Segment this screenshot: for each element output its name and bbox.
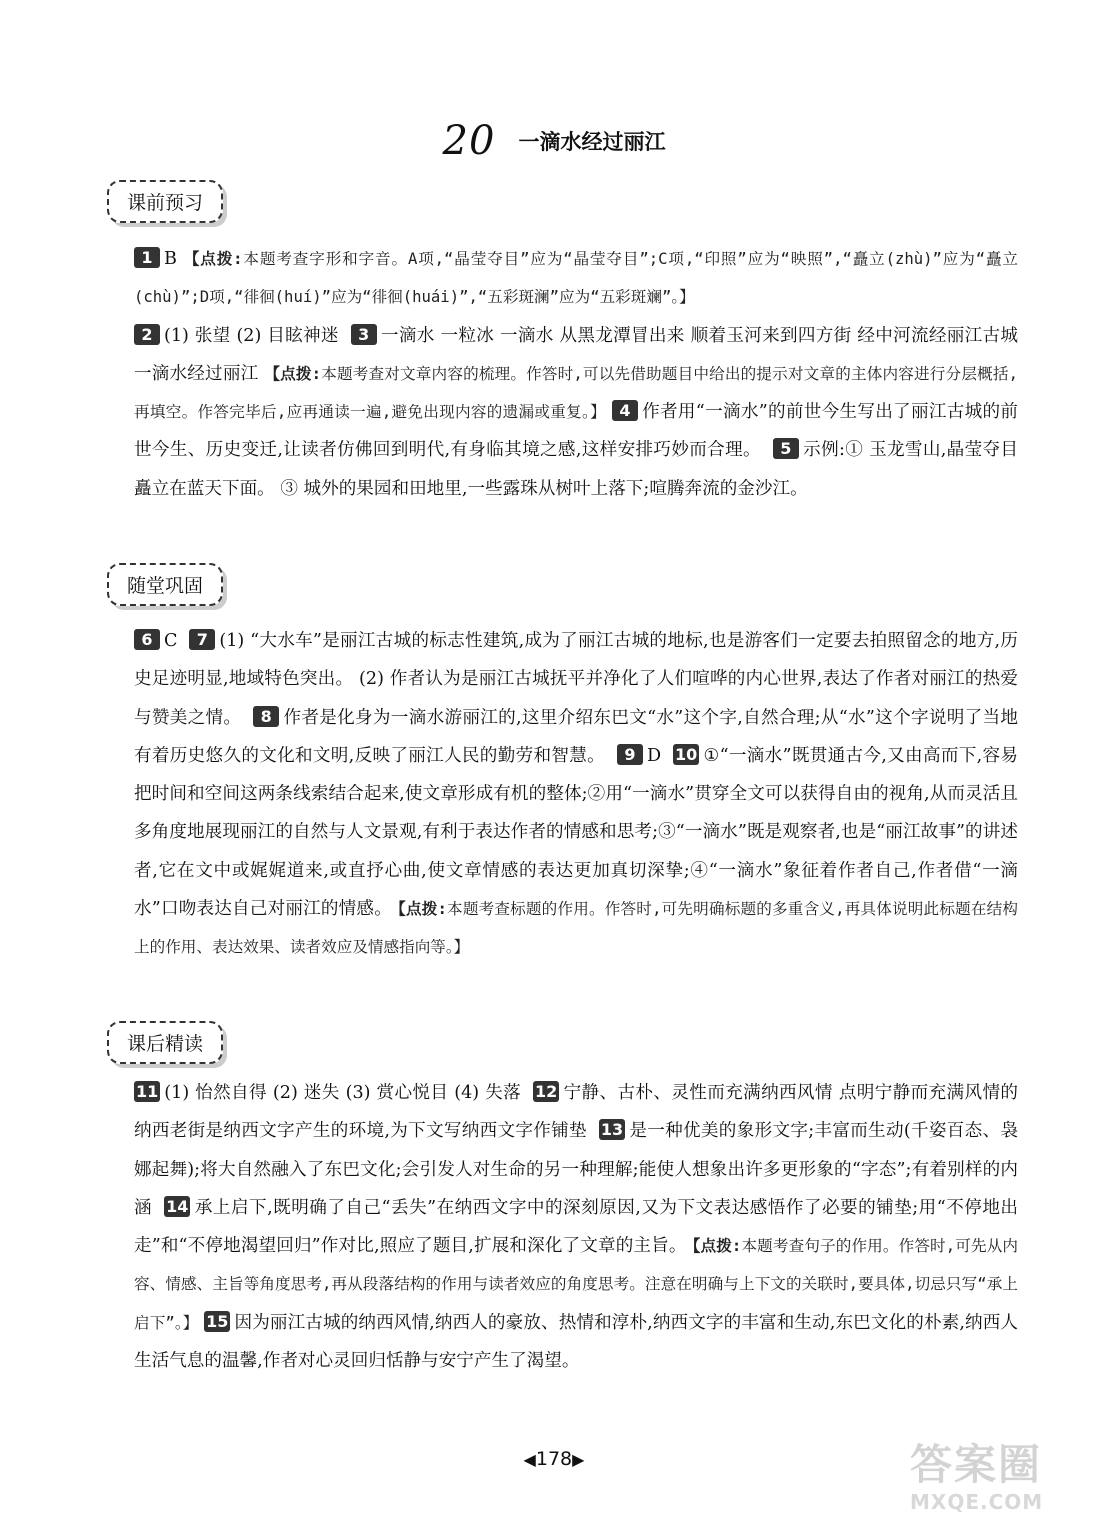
watermark-en: MXQE.COM <box>910 1490 1044 1514</box>
hint-label: 【点拨: <box>397 900 447 919</box>
question-number: 13 <box>600 1120 624 1140</box>
question-number: 14 <box>166 1196 189 1216</box>
section-tag-reading: 课后精读 <box>107 1021 223 1064</box>
answer-text: (1) 张望 (2) 目眩神迷 <box>164 325 339 346</box>
section-tag-practice: 随堂巩固 <box>107 563 223 606</box>
question-number: 5 <box>773 438 799 459</box>
answer-text: B <box>164 249 177 269</box>
answer-text: D <box>646 745 662 766</box>
answer-block-practice <box>134 622 1018 967</box>
hint-text <box>134 250 1018 306</box>
answer-text: (1) “大水车”是丽江古城的标志性建筑,成为了丽江古城的地标,也是游客们一定要去拍照留念的地方,历史足迹明显,地域特色突出。 (2) 作者认为是丽江古城抚平并净化了人们喧哗的内心世界,表达了作者对丽江的热爱与赞美之情。 <box>134 631 1018 728</box>
answer-text: 是一种优美的象形文字;丰富而生动(千姿百态、袅娜起舞);将大自然融入了东巴文化;会引发人对生命的另一种理解;能使人想象出许多更形象的“字态”;有着别样的内涵 <box>134 1121 1019 1218</box>
question-number: 7 <box>189 629 215 650</box>
question-number: 6 <box>134 629 160 650</box>
left-arrow-icon: ◀ <box>523 1450 536 1469</box>
answer-block-preview <box>134 240 1018 508</box>
hint-body: 本题考查对文章内容的梳理。作答时,可以先借助题目中给出的提示对文章的主体内容进行分层概括,再填空。作答完毕后,应再通读一遍,避免出现内容的遗漏或重复。】 <box>134 364 1019 422</box>
question-number: 15 <box>206 1311 229 1331</box>
page-number-text: 178 <box>535 1448 573 1470</box>
answer-text: 作者用“一滴水”的前世今生写出了丽江古城的前世今生、历史变迁,让读者仿佛回到明代,有身临其境之感,这样安排巧妙而合理。 <box>134 402 1019 461</box>
chapter-name: 一滴水经过丽江 <box>518 130 666 154</box>
watermark <box>910 1440 1090 1526</box>
answer-block-reading <box>134 1074 1018 1380</box>
answer-text: 示例:① 玉龙雪山,晶莹夺目矗立在蓝天下面。 ③ 城外的果园和田地里,一些露珠从树叶上落下;喧腾奔流的金沙江。 <box>134 440 1019 499</box>
hint-label: 【点拨: <box>264 364 322 383</box>
chapter-number: 20 <box>442 118 496 164</box>
right-arrow-icon: ▶ <box>572 1450 585 1469</box>
answer-text: C <box>164 631 178 651</box>
question-number: 12 <box>534 1082 558 1101</box>
question-number: 4 <box>612 400 638 421</box>
chapter-title <box>0 118 1108 164</box>
question-number: 1 <box>134 247 160 268</box>
question-number: 3 <box>351 324 377 345</box>
answer-text: 承上启下,既明确了自己“丢失”在纳西文字中的深刻原因,又为下文表达感悟作了必要的铺垫;用“不停地出走”和“不停地渴望回归”作对比,照应了题目,扩展和深化了文章的主旨。 <box>134 1197 1018 1257</box>
question-number: 8 <box>253 706 279 727</box>
section-tag-preview: 课前预习 <box>107 180 223 223</box>
question-number: 11 <box>136 1082 159 1101</box>
question-number: 9 <box>617 744 643 765</box>
answer-text: ①“一滴水”既贯通古今,又由高而下,容易把时间和空间这两条线索结合起来,使文章形成有机的整体;②用“一滴水”贯穿全文可以获得自由的视角,从而灵活且多角度地展现丽江的自然与人文景观,有利于表达作者的情感和思考;③“一滴水”既是观察者,也是“丽江故事”的讲述者,它在文中或娓娓道来,或直抒心曲,使文章情感的表达更加真切深挚;④“一滴水”象征着作者自己,作者借“一滴水”口吻表达自己对丽江的情感。 <box>134 745 1018 920</box>
hint-body: 本题考查标题的作用。作答时,可先明确标题的多重含义,再具体说明此标题在结构上的作用、表达效果、读者效应及情感指向等。】 <box>134 900 1018 957</box>
hint-body: 本题考查句子的作用。作答时,可先从内容、情感、主旨等角度思考,再从段落结构的作用与读者效应的角度思考。注意在明确与上下文的关联时,要具体,切忌只写“承上启下”。】 <box>134 1237 1019 1332</box>
hint-body: 本题考查字形和字音。A项,“晶莹夺目”应为“晶莹夺目”;C项,“印照”应为“映照”,“矗立(zhù)”应为“矗立(chù)”;D项,“徘徊(huí)”应为“徘徊(huái)”,“五彩斑澜”应为“五彩斑斓”。】 <box>134 250 1019 307</box>
answer-text: 一滴水 一粒冰 一滴水 从黑龙潭冒出来 顺着玉河来到四方街 经中河流经丽江古城 一滴水经过丽江 <box>134 325 1019 384</box>
question-number: 10 <box>674 744 698 764</box>
answer-text: 作者是化身为一滴水游丽江的,这里介绍东巴文“水”这个字,自然合理;从“水”这个字说明了当地有着历史悠久的文化和文明,反映了丽江人民的勤劳和智慧。 <box>134 707 1018 766</box>
question-number: 2 <box>134 324 160 345</box>
answer-text: (1) 怡然自得 (2) 迷失 (3) 赏心悦目 (4) 失落 <box>164 1083 522 1103</box>
hint-label: 【点拨: <box>182 250 243 268</box>
answer-text: 因为丽江古城的纳西风情,纳西人的豪放、热情和淳朴,纳西文字的丰富和生动,东巴文化的朴素,纳西人生活气息的温馨,作者对心灵回归恬静与安宁产生了渴望。 <box>134 1312 1019 1372</box>
answer-text: 宁静、古朴、灵性而充满纳西风情 点明宁静而充满风情的纳西老街是纳西文字产生的环境,为下文写纳西文字作铺垫 <box>134 1083 1018 1142</box>
hint-label: 【点拨: <box>692 1237 742 1256</box>
watermark-cn: 答案圈 <box>910 1440 1043 1489</box>
